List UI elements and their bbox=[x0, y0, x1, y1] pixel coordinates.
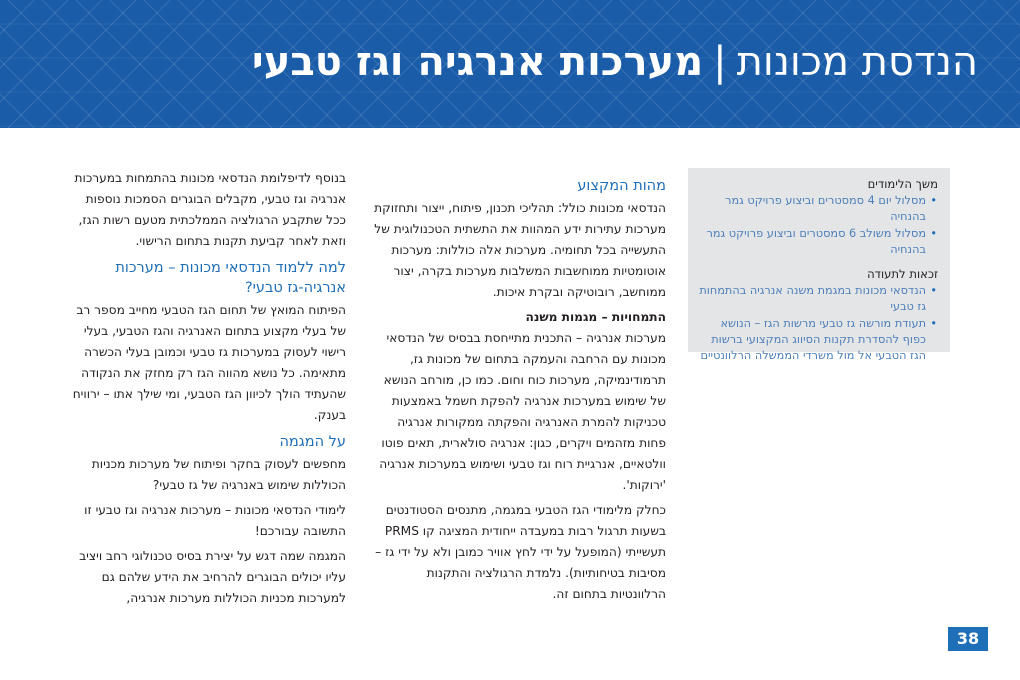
title-department: הנדסת מכונות bbox=[736, 39, 978, 85]
list-item: • הנדסאי מכונות במגמת משנה אנרגיה בהתמחות גז טבעי bbox=[698, 283, 926, 315]
certificate-list bbox=[698, 283, 938, 364]
page-header bbox=[0, 0, 1020, 128]
why-study-heading: למה ללמוד הנדסאי מכונות – מערכות אנרגיה-גז טבעי? bbox=[115, 260, 346, 296]
title-separator: | bbox=[713, 39, 727, 85]
page-number: 38 bbox=[948, 627, 988, 651]
left-column bbox=[68, 168, 346, 613]
why-study-paragraph: הפיתוח המואץ של תחום הגז הטבעי מחייב מספר רב של בעלי מקצוע בתחום האנרגיה והגז הטבעי, בעלי רישוי לעסוק במערכות גז טבעי וכמובן בעלי הכשרה מתאימה. כל נושא מהווה הגז רק מחזק את הנקודה שהעתיד הולך לכיוון הגז הטבעי, ומי שילך אתו – ירוויח בענק. bbox=[72, 303, 346, 422]
intro-paragraph: בנוסף לדיפלומת הנדסאי מכונות בהתמחות במערכות אנרגיה וגז טבעי, מקבלים הבוגרים הסמכות נוספות ככל שתקבע הרגולציה הממלכתית מטעם רשות הגז, וזאת לאחר קביעת תקנות בתחום הרישוי. bbox=[74, 171, 346, 248]
info-box bbox=[688, 168, 950, 362]
title-program: מערכות אנרגיה וגז טבעי bbox=[251, 39, 704, 85]
track-paragraph-2: לימודי הנדסאי מכונות – מערכות אנרגיה וגז טבעי זו התשובה עבורכם! bbox=[84, 503, 346, 538]
nature-paragraph: הנדסאי מכונות כולל: תהליכי תכנון, פיתוח, ייצור ותחזוקת מערכות עתירות ידע המהוות את התשתית הטכנולוגית של התעשייה בכל תחומיה. מערכות אלה כוללות: מערכות אוטומטיות ממוחשבות המשלבות מערכות בקרה, יצור ממוחשב, רובוטיקה ובקרת איכות. bbox=[374, 201, 666, 299]
list-item: • מסלול יום 4 סמסטרים וביצוע פרויקט גמר בהנחיה bbox=[698, 193, 926, 225]
track-paragraph-3: המגמה שמה דגש על יצירת בסיס טכנולוגי רחב ויציב עליו יכולים הבוגרים להרחיב את הידע שלהם גם למערכות מכניות הכוללות מערכות אנרגיה, bbox=[79, 549, 346, 605]
about-track-heading: על המגמה bbox=[279, 434, 346, 450]
lab-paragraph: כחלק מלימודי הגז הטבעי במגמה, מתנסים הסטודנטים בשעות תרגול רבות במעבדה ייחודית המציגה קו PRMS תעשייתי (המופעל על ידי לחץ אוויר כמובן ולא על ידי גז – מסיבות בטיחותיות). נלמדת הרגולציה והתקנות הרלוונטיות בתחום זה. bbox=[375, 503, 666, 601]
list-item: • תעודת מורשה גז טבעי מרשות הגז – הנושא כפוף להסדרת תקנות הסיווג המקצועי ברשות הגז הטבעי אל מול משרדי הממשלה הרלוונטיים bbox=[698, 316, 926, 364]
page-title bbox=[252, 34, 978, 90]
track-paragraph-1: מחפשים לעסוק בחקר ופיתוח של מערכות מכניות הכוללות שימוש באנרגיה של גז טבעי? bbox=[91, 457, 346, 492]
list-item: • מסלול משולב 6 סמסטרים וביצוע פרויקט גמר בהנחיה bbox=[698, 226, 926, 258]
nature-heading: מהות המקצוע bbox=[577, 178, 666, 194]
certificate-heading: זכאות לתעודה bbox=[867, 267, 938, 281]
duration-heading: משך הלימודים bbox=[867, 177, 938, 191]
specializations-heading: התמחויות – מגמות משנה bbox=[525, 310, 666, 324]
middle-column bbox=[374, 170, 666, 609]
specializations-paragraph: מערכות אנרגיה – התכנית מתייחסת בבסיס של הנדסאי מכונות עם הרחבה והעמקה בתחום של מכונות גז, תרמודינמיקה, מערכות כוח וחום. כמו כן, מורחב הנושא של שימוש במערכות אנרגיה להפקת חשמל באמצעות טכניקות להמרת האנרגיה והפקתה ממקורות אנרגיה פחות מזהמים ויקרים, כגון: אנרגיה סולארית, תאים פוטו וולטאיים, אנרגיית רוח וגז טבעי ושימוש במערכות אנרגיה 'ירוקות'. bbox=[379, 331, 666, 492]
duration-list bbox=[698, 193, 938, 258]
